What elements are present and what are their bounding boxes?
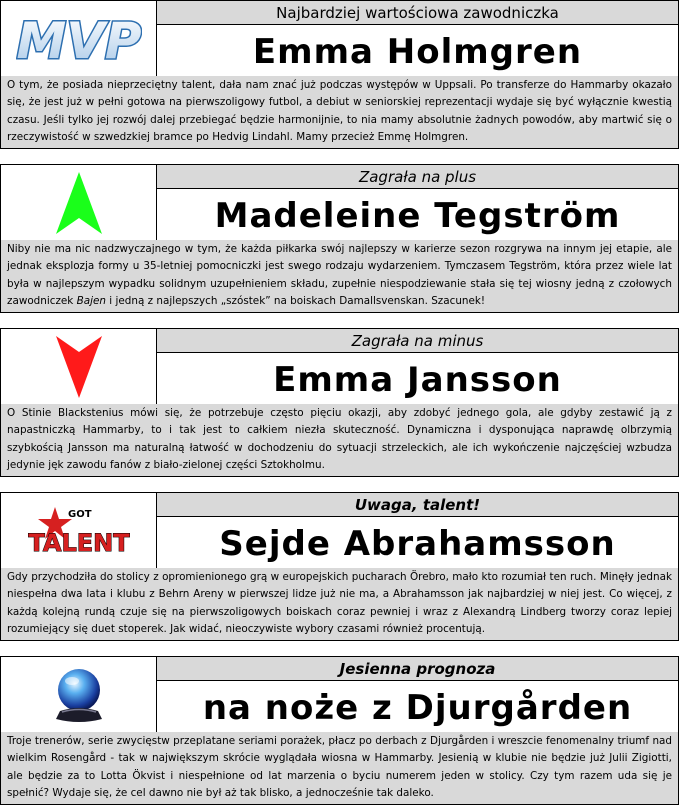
category-label: Najbardziej wartościowa zawodniczka — [157, 1, 678, 25]
description: Troje trenerów, serie zwycięstw przeplatane seriami porażek, płacz po derbach z Djurgården i wreszcie fenomenalny triumf nad wielkim Rosengård - tak w największym skrócie wyglądała wiosna w Hammarby. Jesienią w klubie nie będzie już Julii Zigiotti, ale będzie za to Lotta Ökvist i niespełnione od lat marzenia o byciu numerem jeden w stolicy. Czy tym razem uda się je spełnić? Wydaje się, że cel dawno nie był aż tak blisko, a jednocześnie tak daleko. — [0, 732, 679, 805]
section-header-box — [0, 492, 679, 569]
icon-cell — [1, 657, 157, 732]
mvp-logo-icon — [16, 12, 142, 66]
category-label: Uwaga, talent! — [157, 493, 678, 517]
description-text: i jedną z najlepszych „szóstek” na boiskach Damallsvenskan. Szacunek! — [106, 294, 486, 307]
description: O Stinie Blackstenius mówi się, że potrzebuje często pięciu okazji, aby zdobyć jednego gola, ale gdyby zestawić ją z napastniczką Hammarby, to i tak jest to całkiem niezła skuteczność. Dynamiczna i dysponująca naprawdę olbrzymią szybkością Jansson ma naturalną łatwość w dochodzeniu do sytuacji strzeleckich, ale ich wykończenie najczęściej wzbudza jedynie jęk zawodu fanów z biało-zielonej części Sztokholmu. — [0, 404, 679, 477]
description-club-nickname: Bajen — [76, 294, 106, 307]
section-header-box — [0, 656, 679, 733]
green-up-arrow-icon — [54, 170, 104, 236]
icon-cell — [1, 1, 157, 76]
crystal-ball-icon — [52, 665, 106, 725]
section-header-box — [0, 328, 679, 405]
section-header-box — [0, 0, 679, 77]
description — [0, 240, 679, 313]
section-header-box — [0, 164, 679, 241]
description: Gdy przychodziła do stolicy z opromienionego grą w europejskich pucharach Örebro, mało kto rozumiał ten ruch. Minęły jednak niespełna dwa lata i klubu z Behrn Areny w pierwszej lidze już nie ma, a Abrahamsson jak najbardziej w niej jest. Co więcej, z każdą kolejną rundą czuje się na pierwszoligowych boiskach coraz pewniej i wraz z Alexandrą Lindberg tworzy coraz lepiej rozumiejący się duet stoperek. Jak widać, nieoczywiste wybory czasami również procentują. — [0, 568, 679, 641]
category-label: Zagrała na plus — [157, 165, 678, 189]
player-name: Sejde Abrahamsson — [219, 524, 616, 564]
icon-cell — [1, 329, 157, 404]
player-name: Emma Jansson — [273, 360, 562, 400]
icon-cell — [1, 493, 157, 568]
description-text: Niby nie ma nic nadzwyczajnego w tym, że każda piłkarka swój najlepszy w karierze sezon rozgrywa na innym jej etapie, ale jednak eksplozja formy u 35-letniej pomocniczki jest swego rodzaju wydarzeniem. Tymczasem Tegström, która przez wiele lat była w najlepszym wypadku solidnym uzupełnieniem składu, zupełnie niespodziewanie stała się tej wiosny jedną z czołowych zawodniczek — [7, 243, 672, 307]
got-talent-top-text: GOT — [67, 508, 92, 520]
red-down-arrow-icon — [54, 334, 104, 400]
player-name: Madeleine Tegström — [214, 196, 621, 236]
mvp-logo-text: MVP — [15, 11, 142, 66]
player-name: Emma Holmgren — [252, 32, 583, 72]
icon-cell — [1, 165, 157, 240]
prognosis-title: na noże z Djurgården — [202, 688, 633, 728]
description: O tym, że posiada nieprzeciętny talent, dała nam znać już podczas występów w Uppsali. Po transferze do Hammarby okazało się, że jest już w pełni gotowa na pierwszoligowy futbol, a debiut w seniorskiej reprezentacji wydaje się być wyłącznie kwestią czasu. Jeśli tylko jej rozwój dalej przebiegać będzie harmonijnie, to nia mamy absolutnie żadnych powodów, aby martwić się o rzeczywistość w szwedzkiej bramce po Hedvig Lindahl. Mamy przecież Emmę Holmgren. — [0, 76, 679, 149]
category-label: Zagrała na minus — [157, 329, 678, 353]
got-talent-main-text: TALENT — [27, 528, 130, 557]
got-talent-logo-icon — [23, 505, 135, 557]
category-label: Jesienna prognoza — [157, 657, 678, 681]
